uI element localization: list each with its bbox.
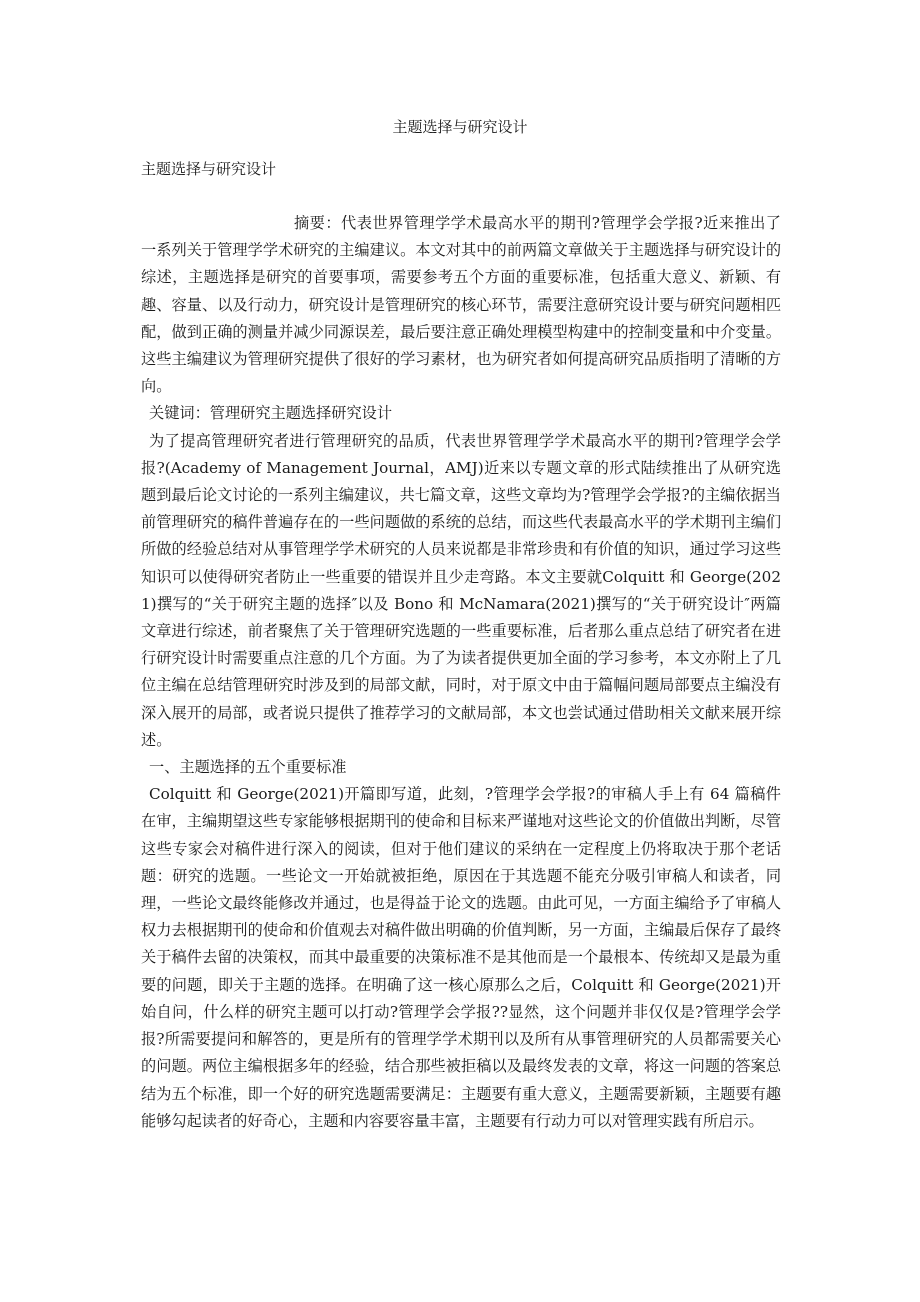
- document-title: 主题选择与研究设计: [392, 118, 528, 136]
- section-heading-1: 一、主题选择的五个重要标准: [149, 758, 347, 777]
- section-1-paragraph: Colquitt 和 George(2021)开篇即写道，此刻，?管理学会学报?的审稿人手上有 64 篇稿件在审，主编期望这些专家能够根据期刊的使命和目标来严谨地对这些论文的价值做出判断，尽管这些专家会对稿件进行深入的阅读，但对于他们建议的采纳在一定程度上仍将取决于那个老话题：研究的选题。一些论文一开始就被拒绝，原因在于其选题不能充分吸引审稿人和读者，同理，一些论文最终能修改并通过，也是得益于论文的选题。由此可见，一方面主编给予了审稿人权力去根据期刊的使命和价值观去对稿件做出明确的价值判断，另一方面，主编最后保存了最终关于稿件去留的决策权，而其中最重要的决策标准不是其他而是一个最根本、传统却又是最为重要的问题，即关于主题的选择。在明确了这一核心原那么之后，Colquitt 和 George(2021)开始自问，什么样的研究主题可以打动?管理学会学报??显然，这个问题并非仅仅是?管理学会学报?所需要提问和解答的，更是所有的管理学学术期刊以及所有从事管理研究的人员都需要关心的问题。两位主编根据多年的经验，结合那些被拒稿以及最终发表的文章，将这一问题的答案总结为五个标准，即一个好的研究选题需要满足：主题要有重大意义，主题需要新颖，主题要有趣能够勾起读者的好奇心，主题和内容要容量丰富，主题要有行动力可以对管理实践有所启示。: [141, 785, 781, 1130]
- document-subtitle: 主题选择与研究设计: [141, 160, 277, 178]
- keywords-line: 关键词：管理研究主题选择研究设计: [149, 404, 392, 423]
- abstract-paragraph: 摘要：代表世界管理学学术最高水平的期刊?管理学会学报?近来推出了一系列关于管理学学术研究的主编建议。本文对其中的前两篇文章做关于主题选择与研究设计的综述，主题选择是研究的首要事项，需要参考五个方面的重要标准，包括重大意义、新颖、有趣、容量、以及行动力，研究设计是管理研究的核心环节，需要注意研究设计要与研究问题相匹配，做到正确的测量并减少同源误差，最后要注意正确处理模型构建中的控制变量和中介变量。这些主编建议为管理研究提供了很好的学习素材，也为研究者如何提高研究品质指明了清晰的方向。: [141, 214, 781, 396]
- document-body: [141, 210, 781, 1135]
- intro-paragraph: 为了提高管理研究者进行管理研究的品质，代表世界管理学学术最高水平的期刊?管理学会学报?(Academy of Management Journal，AMJ)近来以专题文章的形式陆续推出了从研究选题到最后论文讨论的一系列主编建议，共七篇文章，这些文章均为?管理学会学报?的主编依据当前管理研究的稿件普遍存在的一些问题做的系统的总结，而这些代表最高水平的学术期刊主编们所做的经验总结对从事管理学学术研究的人员来说都是非常珍贵和有价值的知识，通过学习这些知识可以使得研究者防止一些重要的错误并且少走弯路。本文主要就Colquitt 和 George(2021)撰写的“关于研究主题的选择″以及 Bono 和 McNamara(2021)撰写的“关于研究设计″两篇文章进行综述，前者聚焦了关于管理研究选题的一些重要标准，后者那么重点总结了研究者在进行研究设计时需要重点注意的几个方面。为了为读者提供更加全面的学习参考，本文亦附上了几位主编在总结管理研究时涉及到的局部文献，同时，对于原文中由于篇幅问题局部要点主编没有深入展开的局部，或者说只提供了推荐学习的文献局部，本文也尝试通过借助相关文献来展开综述。: [141, 431, 781, 749]
